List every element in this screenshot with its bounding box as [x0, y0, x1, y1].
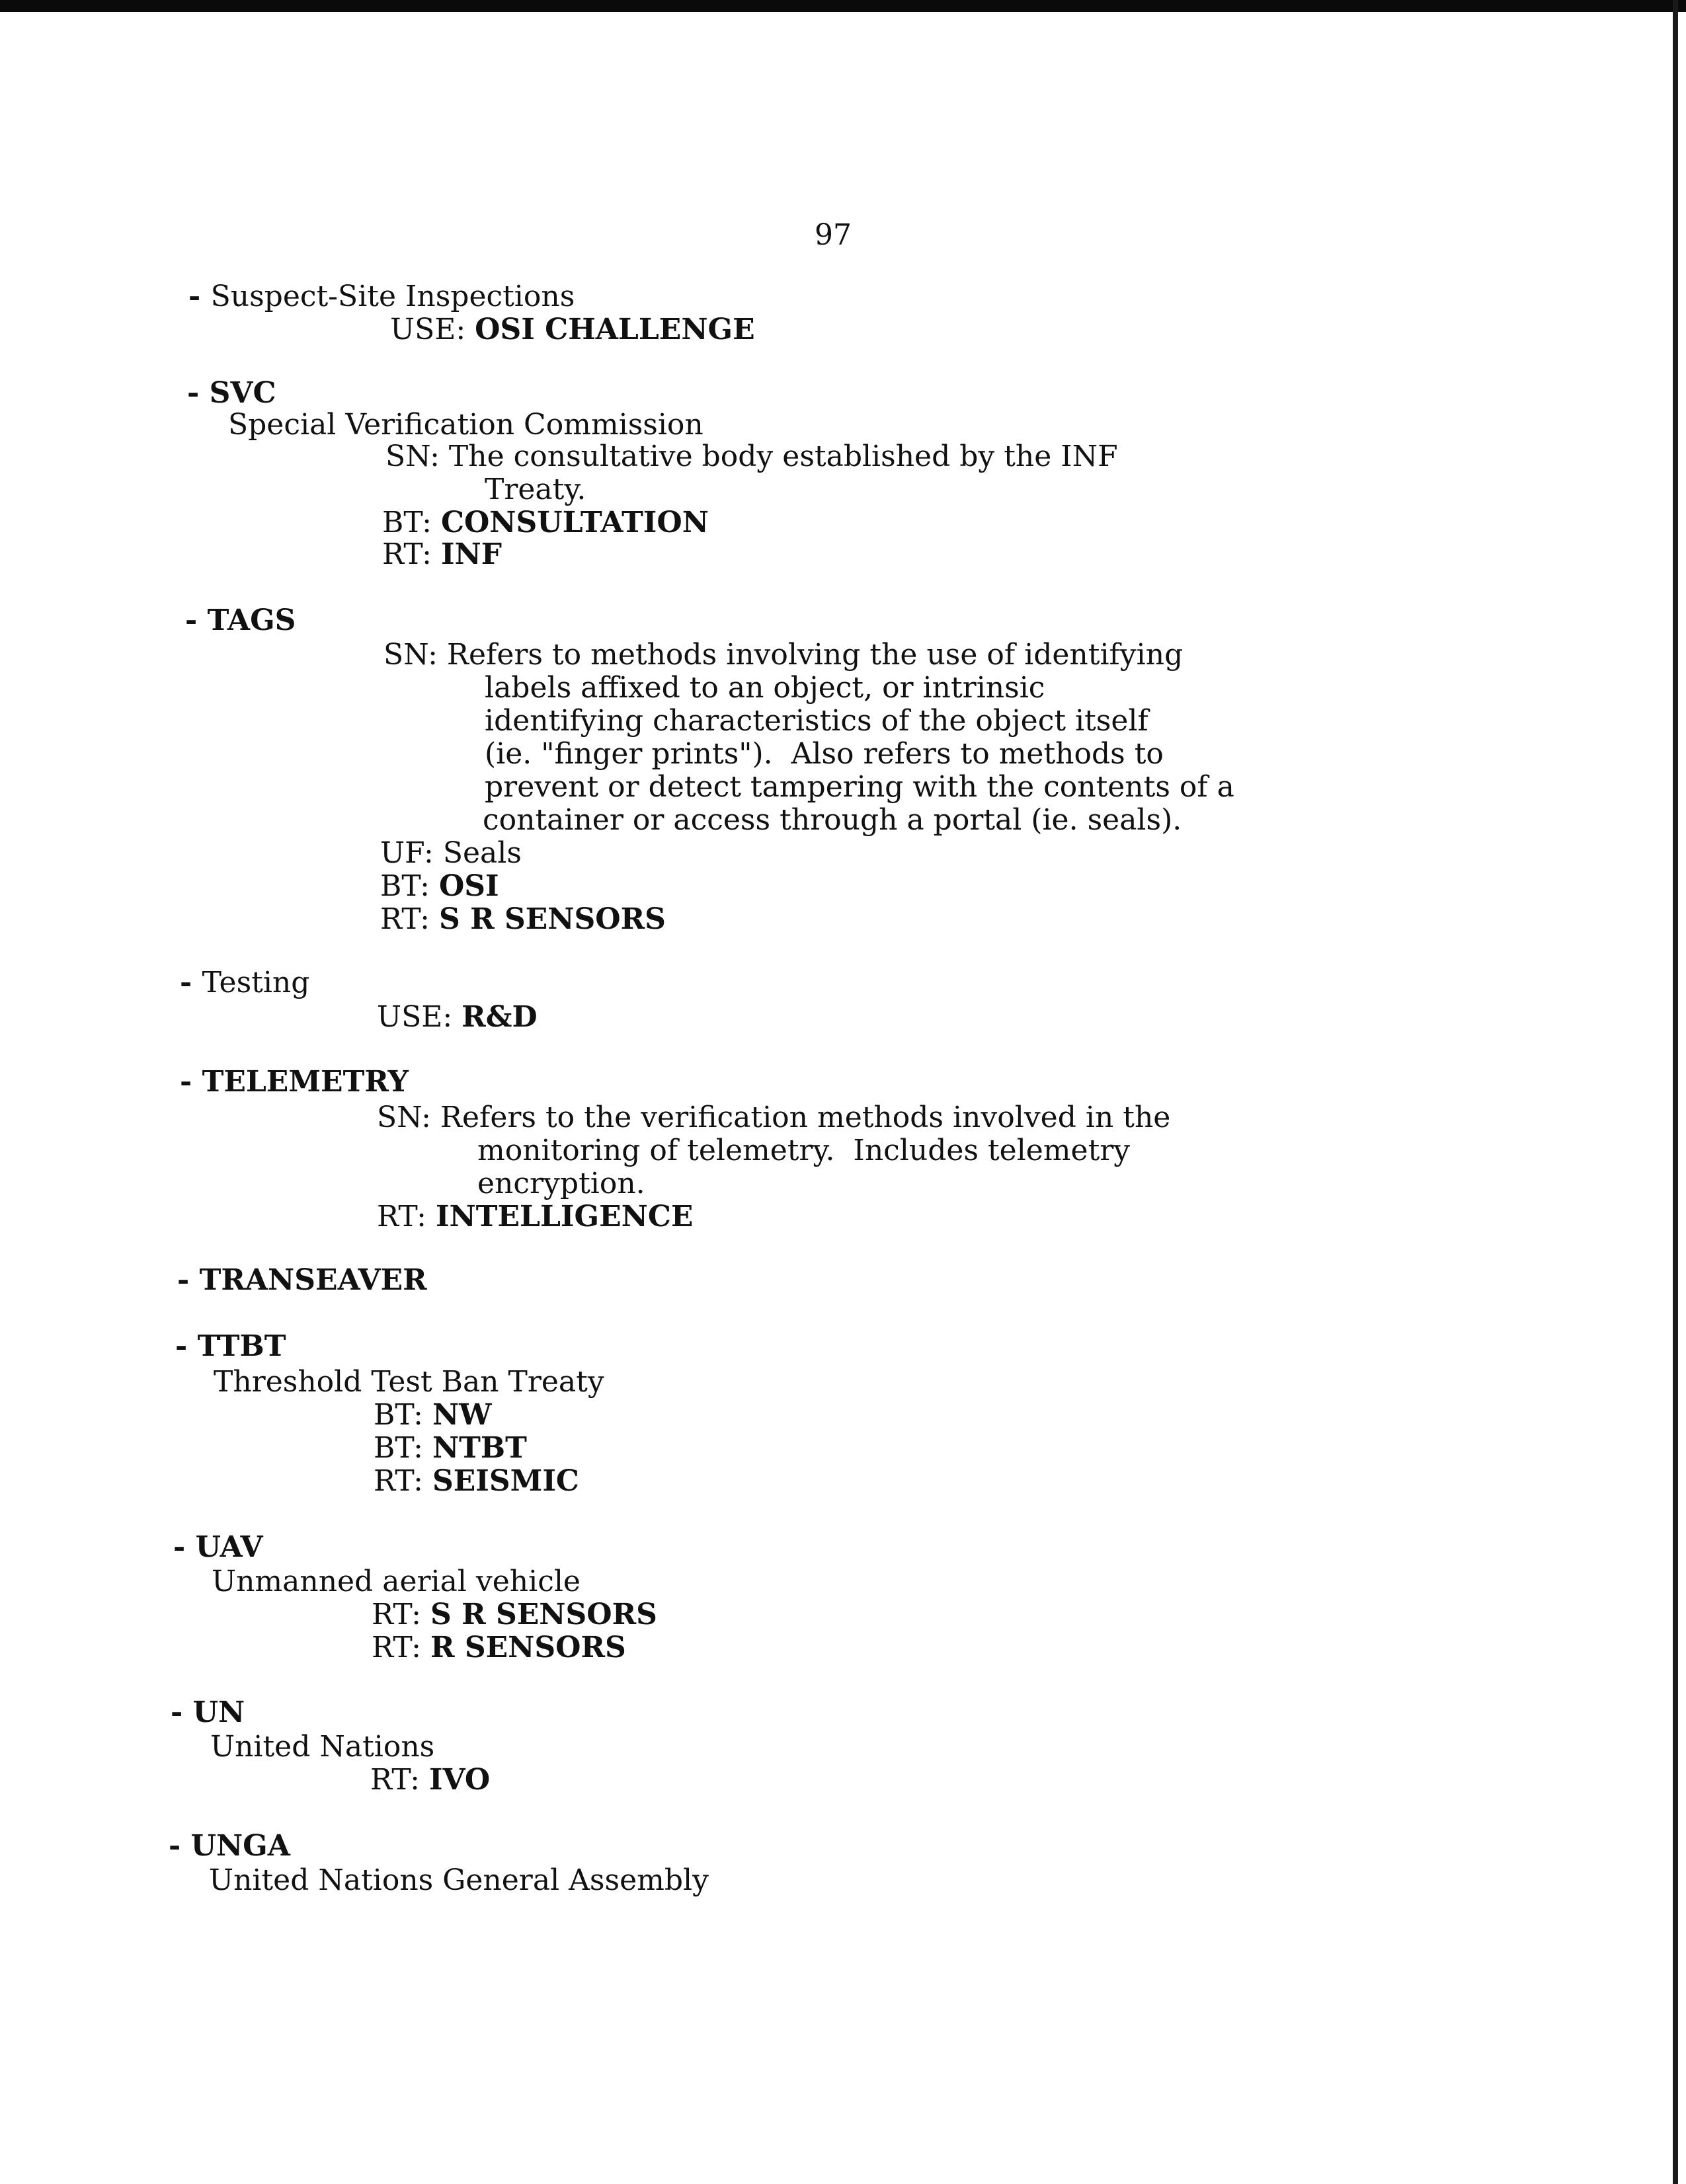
entry-term-line: [180, 966, 309, 999]
entry-relation: [382, 506, 709, 539]
relation-value: SEISMIC: [432, 1464, 579, 1498]
entry-term-line: [175, 1330, 286, 1363]
page-number: 97: [815, 218, 852, 252]
scope-note-continuation: encryption.: [477, 1167, 645, 1200]
relation-value: S R SENSORS: [430, 1598, 657, 1631]
entry-dash: -: [173, 1530, 196, 1564]
relation-value: NW: [432, 1398, 492, 1432]
entry-relation: [372, 1598, 657, 1631]
scope-note-line: [385, 440, 1118, 473]
relation-value: INF: [440, 537, 502, 571]
entry-full-name: United Nations: [210, 1730, 435, 1764]
relation-value: OSI: [438, 869, 499, 903]
relation-code: RT:: [382, 537, 432, 571]
scope-note-line: [377, 1101, 1170, 1134]
entry-term-line: [187, 377, 276, 410]
relation-code: BT:: [374, 1398, 423, 1432]
entry-dash: -: [169, 1829, 191, 1863]
entry-term-line: [169, 1830, 290, 1863]
entry-relation: [377, 1200, 693, 1233]
entry-full-name: Unmanned aerial vehicle: [212, 1565, 581, 1598]
scope-note-code: SN:: [385, 440, 449, 473]
scope-note-continuation: identifying characteristics of the object itself: [485, 704, 1148, 738]
relation-code: UF:: [380, 836, 434, 870]
entry-term-line: [185, 604, 296, 637]
relation-code: RT:: [370, 1763, 420, 1797]
entry-dash: -: [177, 1263, 200, 1297]
entry-dash: -: [171, 1696, 193, 1729]
relation-value: Seals: [442, 836, 522, 870]
scope-note-continuation: labels affixed to an object, or intrinsic: [485, 671, 1045, 705]
entry-term: UN: [192, 1696, 245, 1729]
entry-term: SVC: [209, 376, 276, 410]
entry-dash: -: [187, 376, 210, 410]
entry-term: UNGA: [190, 1829, 290, 1863]
relation-code: BT:: [382, 506, 432, 539]
entry-relation: [380, 870, 499, 903]
relation-value: R SENSORS: [430, 1631, 626, 1664]
entry-dash: -: [185, 604, 208, 637]
relation-code: RT:: [372, 1631, 421, 1664]
entry-relation: [374, 1432, 527, 1465]
scope-note-code: SN:: [377, 1101, 440, 1134]
relation-value: OSI CHALLENGE: [475, 313, 755, 346]
relation-code: RT:: [380, 902, 430, 936]
entry-term-line: [177, 1264, 427, 1297]
scope-note-code: SN:: [383, 638, 447, 672]
relation-value: IVO: [428, 1763, 491, 1797]
entry-term: TTBT: [197, 1329, 286, 1363]
entry-term-line: [180, 1066, 409, 1099]
entry-relation: [374, 1399, 492, 1432]
scope-note-continuation: monitoring of telemetry. Includes telemetry: [477, 1134, 1131, 1167]
relation-code: BT:: [380, 869, 430, 903]
entry-relation: [390, 313, 755, 346]
entry-dash: -: [180, 966, 202, 999]
entry-relation: [372, 1631, 626, 1664]
entry-term: UAV: [195, 1530, 263, 1564]
relation-code: RT:: [374, 1464, 423, 1498]
scope-note-continuation: prevent or detect tampering with the contents of a: [485, 770, 1234, 804]
entry-dash: -: [175, 1329, 198, 1363]
relation-value: R&D: [462, 1000, 538, 1034]
relation-value: INTELLIGENCE: [435, 1200, 694, 1233]
entry-term: TELEMETRY: [202, 1065, 409, 1099]
entry-dash: -: [180, 1065, 202, 1099]
entry-relation: [374, 1465, 579, 1498]
entry-dash: -: [188, 280, 211, 313]
entry-term: TRANSEAVER: [199, 1263, 427, 1297]
scope-note-text: Refers to the verification methods involved in the: [440, 1101, 1171, 1134]
entry-term-line: [171, 1696, 245, 1729]
relation-code: RT:: [372, 1598, 421, 1631]
relation-value: CONSULTATION: [440, 506, 709, 539]
scope-note-text: The consultative body established by the INF: [448, 440, 1118, 473]
entry-relation: [370, 1764, 490, 1797]
scope-note-line: [383, 639, 1183, 672]
entry-full-name: Special Verification Commission: [228, 408, 703, 442]
relation-code: USE:: [377, 1000, 453, 1034]
entry-full-name: Threshold Test Ban Treaty: [214, 1365, 604, 1399]
entry-term-line: [188, 280, 575, 313]
scope-note-continuation: container or access through a portal (ie. seals).: [483, 803, 1182, 837]
relation-code: BT:: [374, 1431, 423, 1465]
entry-term: TAGS: [207, 604, 296, 637]
entry-term-line: [173, 1531, 263, 1564]
entry-relation: [380, 903, 666, 936]
entry-relation: [377, 1001, 538, 1034]
relation-value: NTBT: [432, 1431, 527, 1465]
entry-term: Testing: [202, 966, 310, 999]
relation-code: RT:: [377, 1200, 426, 1233]
scope-note-continuation: (ie. "finger prints"). Also refers to methods to: [485, 737, 1164, 771]
entry-full-name: United Nations General Assembly: [209, 1863, 709, 1897]
relation-code: USE:: [390, 313, 466, 346]
scope-note-text: Refers to methods involving the use of identifying: [446, 638, 1184, 672]
entry-term: Suspect-Site Inspections: [210, 280, 575, 313]
relation-value: S R SENSORS: [438, 902, 666, 936]
scope-note-continuation: Treaty.: [485, 473, 586, 506]
entry-relation: [382, 538, 502, 571]
entry-relation: [380, 837, 522, 870]
